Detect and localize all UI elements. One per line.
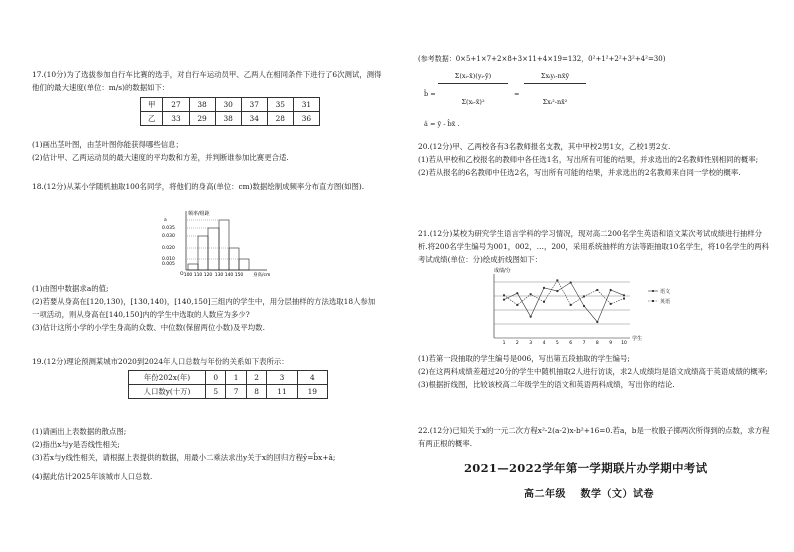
xtick-label: 5	[555, 341, 559, 346]
cell: 8	[246, 385, 266, 399]
data-point	[516, 304, 518, 306]
question-22-text: 22.(12分)已知关于x的一元二次方程x²-2(a-2)x-b²+16=0.若a，b是一枚骰子掷两次所得到的点数，求方程有两正根的概率.	[418, 426, 770, 448]
xtick-label: 150	[234, 273, 244, 278]
formula-equals: =	[514, 90, 520, 98]
data-point	[623, 294, 625, 296]
xtick-label: 10	[621, 341, 627, 346]
question-21-part-1: (1)若第一段抽取的学生编号是006，写出第五段抽取的学生编号;	[418, 354, 630, 363]
cell: 27	[163, 98, 189, 112]
question-18-part-1: (1)由图中数据求a的值;	[32, 284, 109, 293]
xtick-label: 110	[193, 273, 203, 278]
data-point	[530, 316, 532, 318]
xtick-label: 130	[214, 273, 224, 278]
exam-title: 2021—2022学年第一学期联片办学期中考试	[464, 461, 708, 475]
data-point	[570, 281, 572, 283]
question-18	[32, 180, 382, 193]
data-point	[503, 299, 505, 301]
question-21	[418, 227, 770, 266]
data-point	[623, 298, 625, 300]
question-18-parts	[32, 282, 382, 334]
xtick-label: 6	[569, 341, 573, 346]
data-point	[556, 279, 558, 281]
histogram-ylabel: 频率/组距	[188, 211, 210, 217]
xtick-label: 2	[515, 341, 519, 346]
question-17-parts	[32, 138, 382, 164]
cell: 31	[293, 98, 319, 112]
question-21-part-3: (3)根据折线图，比较该校高二年级学生的语文和英语两科成绩，写出你的结论.	[418, 380, 675, 389]
scores-line-chart	[488, 266, 708, 348]
table-row	[141, 98, 320, 112]
data-point	[543, 301, 545, 303]
legend-marker	[652, 300, 654, 302]
data-point	[516, 292, 518, 294]
question-19-parts	[32, 425, 382, 483]
row-label: 人口数y(十万)	[129, 385, 206, 399]
data-point	[610, 303, 612, 305]
data-point	[583, 295, 585, 297]
row-label: 年份202x(年)	[129, 371, 206, 385]
data-point	[583, 305, 585, 307]
cell: 7	[226, 385, 246, 399]
question-20	[418, 140, 770, 179]
cell: 36	[293, 112, 319, 126]
cell: 11	[267, 385, 297, 399]
ytick-label: 0.005	[162, 262, 175, 267]
xtick-label: 120	[203, 273, 213, 278]
fraction2-numerator: Σxᵢyᵢ-nx̄ȳ	[524, 70, 586, 84]
question-19-part-3: (3)若x与y线性相关，请根据上表提供的数据，用最小二乘法求出y关于x的回归方程ŷ=b̂x+â;	[32, 453, 336, 462]
question-22	[418, 424, 770, 450]
histogram-bar	[188, 264, 198, 270]
question-17	[32, 68, 382, 94]
ytick-label: 0.030	[162, 234, 175, 239]
fraction2-denominator: Σxᵢ²-nx̄²	[542, 98, 568, 106]
series-line-chinese	[504, 283, 624, 322]
data-point	[596, 289, 598, 291]
a-label: a	[164, 218, 167, 223]
histogram-xlabel: 身高/cm	[253, 273, 271, 278]
question-20-part-1: (1)若从甲校和乙校报名的教师中各任选1名，写出所有可能的结果，并求选出的2名教师性别相同的概率;	[418, 155, 759, 164]
question-19	[32, 355, 382, 368]
data-point	[610, 289, 612, 291]
xtick-label: 1	[502, 341, 506, 346]
xtick-label: 9	[609, 341, 613, 346]
row-label: 乙	[141, 112, 163, 126]
table-row	[141, 112, 320, 126]
xtick-label: 4	[542, 341, 546, 346]
fraction1-numerator: Σ(xᵢ-x̄)(yᵢ-ȳ)	[438, 70, 508, 84]
legend-marker	[652, 290, 654, 292]
formula-a: â = ȳ - b̂x̄ .	[424, 120, 460, 128]
question-18-part-2: (2)若要从身高在[120,130)，[130,140)，[140,150]三组内的学生中，用分层抽样的方法选取18人参加一项活动，则从身高在[140,150]内的学生中选取的人数应为多少?	[32, 297, 376, 319]
cell: 29	[189, 112, 215, 126]
question-21-parts	[418, 352, 770, 391]
question-17-part-2: (2)估计甲、乙两运动员的最大速度的平均数和方差，并判断谁参加比赛更合适.	[32, 153, 289, 162]
table-row	[129, 385, 328, 399]
regression-formula	[422, 66, 672, 134]
speed-table	[140, 97, 320, 126]
cell: 28	[267, 112, 293, 126]
row-label: 甲	[141, 98, 163, 112]
cell: 33	[163, 112, 189, 126]
data-point	[570, 304, 572, 306]
ytick-label: 0.020	[162, 246, 175, 251]
ytick-label: 0.035	[162, 226, 175, 231]
chart-ylabel: 成绩/分	[494, 268, 511, 274]
histogram-chart	[142, 207, 292, 279]
question-20-text: 20.(12分)甲、乙两校各有3名教师报名支教，其中甲校2男1女，乙校1男2女.	[418, 142, 671, 151]
cell: 1	[226, 371, 246, 385]
cell: 37	[241, 98, 267, 112]
reference-data: (参考数据：0×5+1×7+2×8+3×11+4×19=132，0²+1²+2²+3²+4²=30)	[418, 55, 666, 63]
cell: 4	[297, 371, 327, 385]
histogram-bar	[208, 228, 219, 270]
fraction1-denominator: Σ(xᵢ-x̄)²	[461, 98, 485, 106]
table-row	[129, 371, 328, 385]
formula-b: b̂ =	[424, 90, 436, 98]
question-19-text: 19.(12分)理论预测某城市2020到2024年人口总数与年份的关系如下表所示：	[32, 357, 289, 366]
cell: 0	[206, 371, 226, 385]
data-point	[556, 290, 558, 292]
question-19-part-2: (2)指出x与y是否线性相关;	[32, 440, 120, 449]
xtick-label: 3	[529, 341, 533, 346]
cell: 34	[241, 112, 267, 126]
cell: 3	[267, 371, 297, 385]
origin-label: O	[180, 272, 184, 277]
data-point	[596, 321, 598, 323]
cell: 38	[215, 112, 241, 126]
cell: 30	[215, 98, 241, 112]
question-20-part-2: (2)若从报名的6名教师中任选2名，写出所有可能的结果，并求选出的2名教师来自同一学校的概率.	[418, 168, 741, 177]
cell: 35	[267, 98, 293, 112]
question-19-part-4: (4)据此估计2025年该城市人口总数.	[32, 472, 153, 481]
data-point	[503, 294, 505, 296]
question-17-part-1: (1)画出茎叶图，由茎叶图你能获得哪些信息；	[32, 140, 183, 149]
exam-subtitle: 高二年级 数学（文）试卷	[524, 489, 654, 500]
histogram-bar	[239, 259, 249, 270]
data-point	[530, 293, 532, 295]
cell: 38	[189, 98, 215, 112]
question-18-text: 18.(12分)从某小学随机抽取100名同学，将他们的身高(单位：cm)数据绘制成频率分布直方图(如图).	[32, 182, 365, 191]
cell: 2	[246, 371, 266, 385]
question-17-text: 17.(10分)为了选拔参加自行车比赛的选手，对自行车运动员甲、乙两人在相同条件下进行了6次测试，测得他们的最大速度(单位：m/s)的数据如下：	[32, 70, 382, 92]
xtick-label: 8	[595, 341, 599, 346]
legend-label-english: 英语	[660, 299, 671, 305]
question-21-text: 21.(12分)某校为研究学生语言学科的学习情况，现对高二200名学生英语和语文某次考试成绩进行抽样分析.将200名学生编号为001，002，…，200，采用系统抽样的方法等距抽取10名学生，将10名学生的两科考试成绩(单位：分)绘成折线图如下：	[418, 229, 770, 264]
histogram-bar	[219, 220, 229, 270]
data-point	[543, 287, 545, 289]
question-18-part-3: (3)估计这所小学的小学生身高的众数、中位数(保留两位小数)及平均数.	[32, 323, 265, 332]
xtick-label: 100	[183, 273, 193, 278]
question-19-part-1: (1)请画出上表数据的散点图;	[32, 427, 127, 436]
chart-xlabel: 学生	[632, 336, 643, 342]
xtick-label: 140	[224, 273, 234, 278]
histogram-bar	[198, 236, 208, 270]
ytick-label: 0.010	[162, 257, 175, 262]
cell: 5	[206, 385, 226, 399]
xtick-label: 7	[582, 341, 586, 346]
question-21-part-2: (2)在这两科成绩差超过20分的学生中随机抽取2人进行访谈，求2人成绩均是语文成绩高于英语成绩的概率;	[418, 367, 768, 376]
legend-label-chinese: 语文	[660, 289, 671, 295]
cell: 19	[297, 385, 327, 399]
population-table	[128, 370, 328, 399]
